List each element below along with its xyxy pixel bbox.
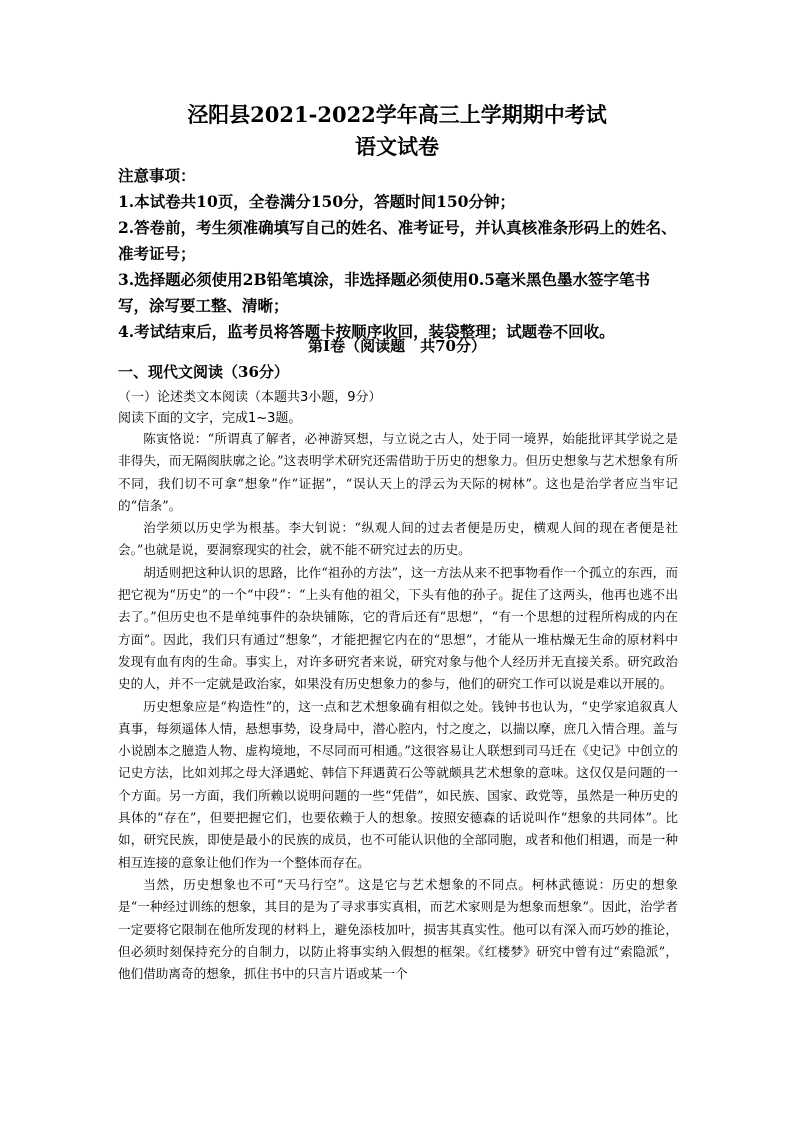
passage-paragraph: 陈寅恪说：“所谓真了解者，必神游冥想，与立说之古人，处于同一境界，始能批评其学说之是非得失，而无隔阂肤廓之论。”这表明学术研究还需借助于历史的想象力。但历史想象与艺术想象有所不同，我们切不可拿“想象”作“证据”，“误认天上的浮云为天际的树林”。这也是治学者应当牢记的“信条”。 <box>118 431 678 513</box>
reading-instruction: 阅读下面的文字，完成1~3题。 <box>118 411 302 426</box>
passage-paragraph: 治学须以历史学为根基。李大钊说：“纵观人间的过去者便是历史，横观人间的现在者便是社会。”也就是说，要洞察现实的社会，就不能不研究过去的历史。 <box>118 520 678 558</box>
passage-paragraph: 历史想象应是“构造性”的，这一点和艺术想象确有相似之处。钱钟书也认为，“史学家追叙真人真事，每须遥体人情，悬想事势，设身局中，潜心腔内，忖之度之，以揣以摩，庶几入情合理。盖与小说剧本之臆造人物、虚构境地，不尽同而可相通。”这很容易让人联想到司马迁在《史记》中创立的记史方法，比如刘邦之母大泽遇蛇、韩信下拜遇黄石公等就颇具艺术想象的意味。这仅仅是问题的一个方面。另一方面，我们所赖以说明问题的一些“凭借”，如民族、国家、政党等，虽然是一种历史的具体的“存在”，但要把握它们，也要依赖于人的想象。按照安德森的话说叫作“想象的共同体”。比如，研究民族，即使是最小的民族的成员，也不可能认识他的全部同胞，或者和他们相遇，而是一种相互连接的意象让他们作为一个整体而存在。 <box>118 698 678 870</box>
section-heading: 一、现代文阅读（36分） <box>118 363 289 381</box>
reading-passage <box>118 428 678 985</box>
notes-heading: 注意事项： <box>118 166 196 185</box>
subsection-heading: （一）论述类文本阅读（本题共3小题，9分） <box>118 390 382 405</box>
page-title: 泾阳县2021-2022学年高三上学期期中考试 <box>187 102 607 127</box>
part-heading: 第Ⅰ卷（阅读题 共70分） <box>308 337 486 355</box>
notes-item: 1.本试卷共10页，全卷满分150分，答题时间150分钟； <box>118 192 515 211</box>
notes-item: 3.选择题必须使用2B铅笔填涂，非选择题必须使用0.5毫米黑色墨水签字笔书写，涂写要工整、清晰； <box>118 270 651 315</box>
passage-paragraph: 当然，历史想象也不可“天马行空”。这是它与艺术想象的不同点。柯林武德说：历史的想象是“一种经过训练的想象，其目的是为了寻求事实真相，而艺术家则是为想象而想象”。因此，治学者一定要将它限制在他所发现的材料上，避免添枝加叶，损害其真实性。他可以有深入而巧妙的推论，但必须时刻保持充分的自制力，以防止将事实纳入假想的框架。《红楼梦》研究中曾有过“索隐派”，他们借助离奇的想象，抓住书中的只言片语或某一个 <box>118 876 678 982</box>
notes-item: 2.答卷前，考生须准确填写自己的姓名、准考证号，并认真核准条形码上的姓名、准考证号； <box>118 218 677 263</box>
passage-paragraph: 胡适则把这种认识的思路，比作“祖孙的方法”，这一方法从来不把事物看作一个孤立的东西，而把它视为“历史”的一个“中段”：“上头有他的祖父，下头有他的孙子。捉住了这两头，他再也逃不出去了。”但历史也不是单纯事件的杂块铺陈，它的背后还有“思想”，“有一个思想的过程所构成的内在方面”。因此，我们只有通过“想象”，才能把握它内在的“思想”，才能从一堆枯燥无生命的原材料中发现有血有肉的生命。事实上，对许多研究者来说，研究对象与他个人经历并无直接关系。研究政治史的人，并不一定就是政治家，如果没有历史想象力的参与，他们的研究工作可以说是难以开展的。 <box>118 564 678 692</box>
page-subtitle: 语文试卷 <box>355 134 439 159</box>
exam-notes <box>118 163 678 345</box>
notes-item: 4.考试结束后，监考员将答题卡按顺序收回，装袋整理；试题卷不回收。 <box>118 322 615 341</box>
